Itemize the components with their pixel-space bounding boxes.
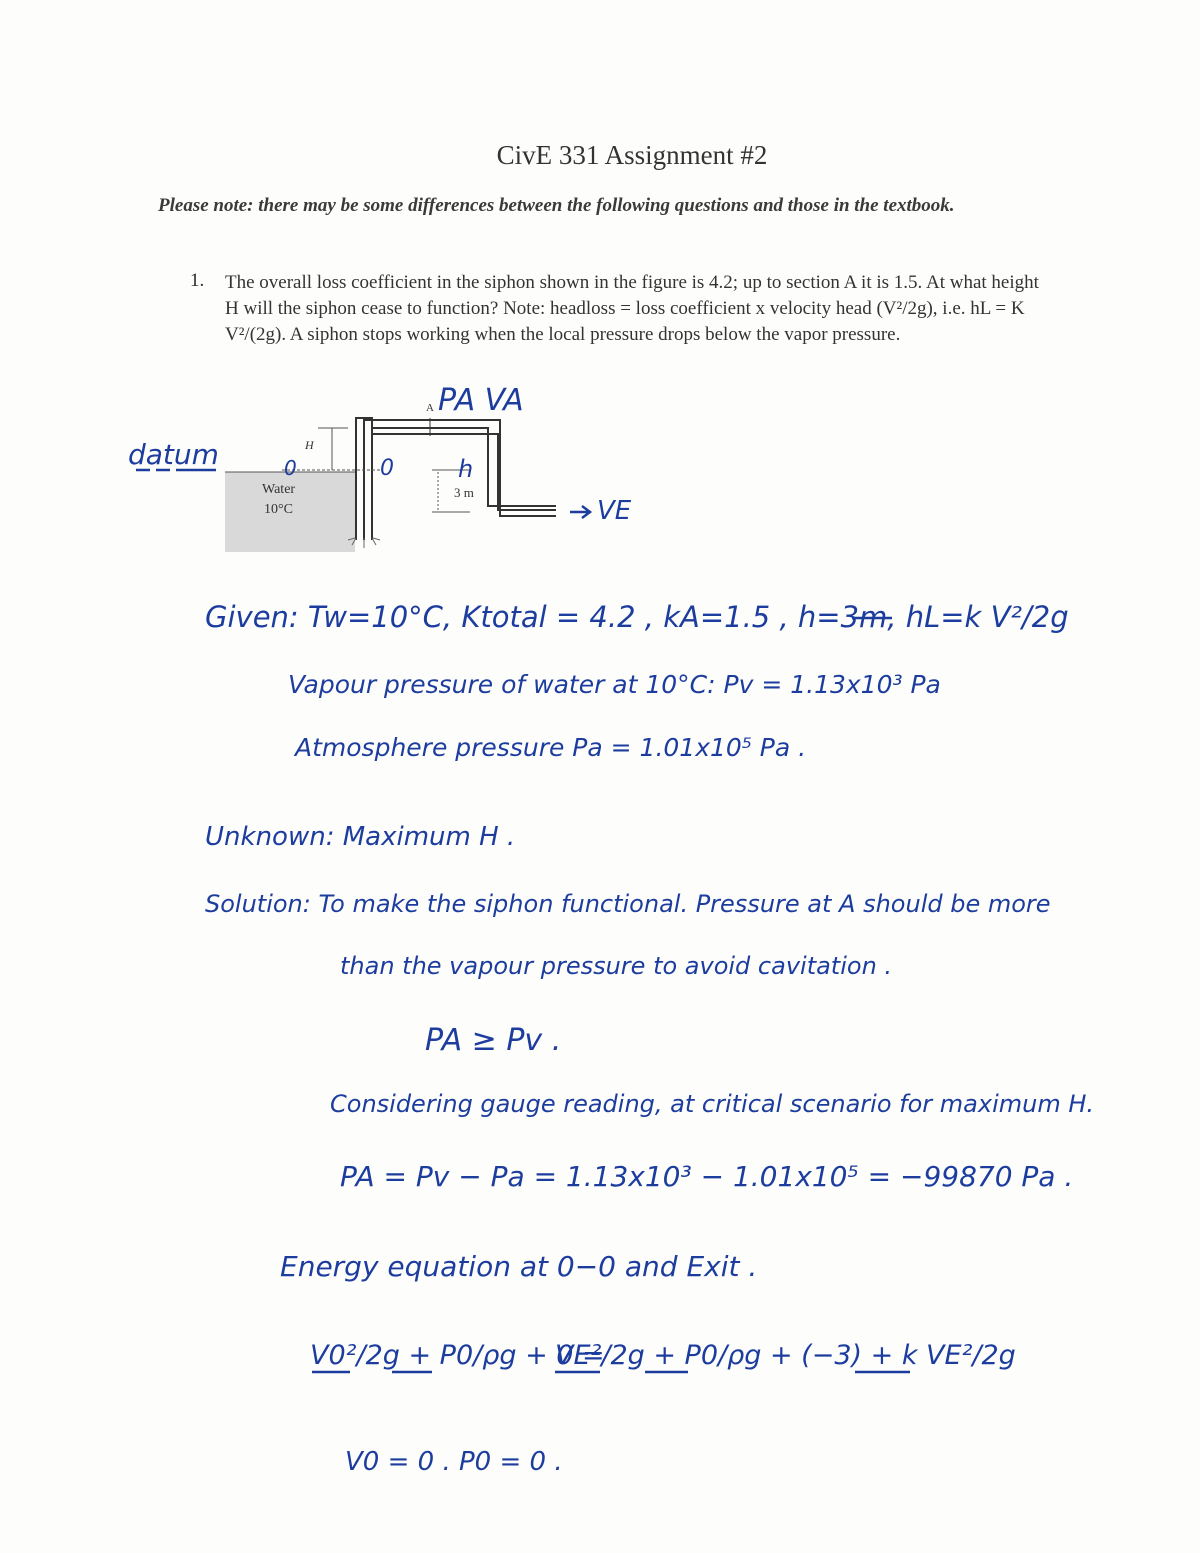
given-line: Given: Tw=10°C, Ktotal = 4.2 , kA=1.5 , h=3m, hL=k V²/2g xyxy=(205,600,1069,634)
unknown-line: Unknown: Maximum H . xyxy=(205,822,516,852)
energy-equation-title: Energy equation at 0−0 and Exit . xyxy=(280,1250,758,1283)
solution-line-1: Solution: To make the siphon functional. Pressure at A should be more xyxy=(205,890,1051,918)
datum-annotation: datum xyxy=(128,438,219,471)
temperature-label: 10°C xyxy=(264,502,293,517)
question-text: The overall loss coefficient in the siphon shown in the figure is 4.2; up to section A it is 1.5. At what height H will the siphon cease to function? Note: headloss = loss coefficient x velocity head (V²/2g), i.e. hL = K V²/(2g). A siphon stops working when the local pressure drops below the vapor pressure. xyxy=(225,272,1039,345)
ve-annotation: VE xyxy=(597,496,632,526)
zero-right-annotation: 0 xyxy=(380,456,394,481)
atmosphere-pressure-line: Atmosphere pressure Pa = 1.01x10⁵ Pa . xyxy=(295,733,807,762)
outlet-arrow xyxy=(570,506,590,518)
energy-equation-lhs: V0²/2g + P0/ρg + 0 = xyxy=(310,1340,605,1371)
zero-left-annotation: 0 xyxy=(284,456,297,480)
pa-va-annotation: PA VA xyxy=(438,383,524,418)
drop-label: 3 m xyxy=(454,485,474,500)
energy-equation-rhs: VE²/2g + P0/ρg + (−3) + k VE²/2g xyxy=(555,1340,1016,1371)
question-number: 1. xyxy=(190,270,205,291)
height-label: H xyxy=(305,438,314,452)
considering-line: Considering gauge reading, at critical scenario for maximum H. xyxy=(330,1090,1095,1118)
vapour-pressure-line: Vapour pressure of water at 10°C: Pv = 1.13x10³ Pa xyxy=(288,670,941,699)
inequality-line: PA ≥ Pv . xyxy=(425,1023,562,1058)
solution-line-2: than the vapour pressure to avoid cavitation . xyxy=(340,952,893,980)
pa-calculation-line: PA = Pv − Pa = 1.13x10³ − 1.01x10⁵ = −99870 Pa . xyxy=(340,1160,1074,1193)
page-title: CivE 331 Assignment #2 xyxy=(496,140,768,170)
boundary-conditions-line: V0 = 0 . P0 = 0 . xyxy=(345,1447,563,1477)
textbook-note: Please note: there may be some differences between the following questions and those in the textbook. xyxy=(158,195,955,216)
water-label: Water xyxy=(262,482,296,497)
h-annotation: h xyxy=(458,455,474,483)
section-a-label: A xyxy=(426,402,434,414)
